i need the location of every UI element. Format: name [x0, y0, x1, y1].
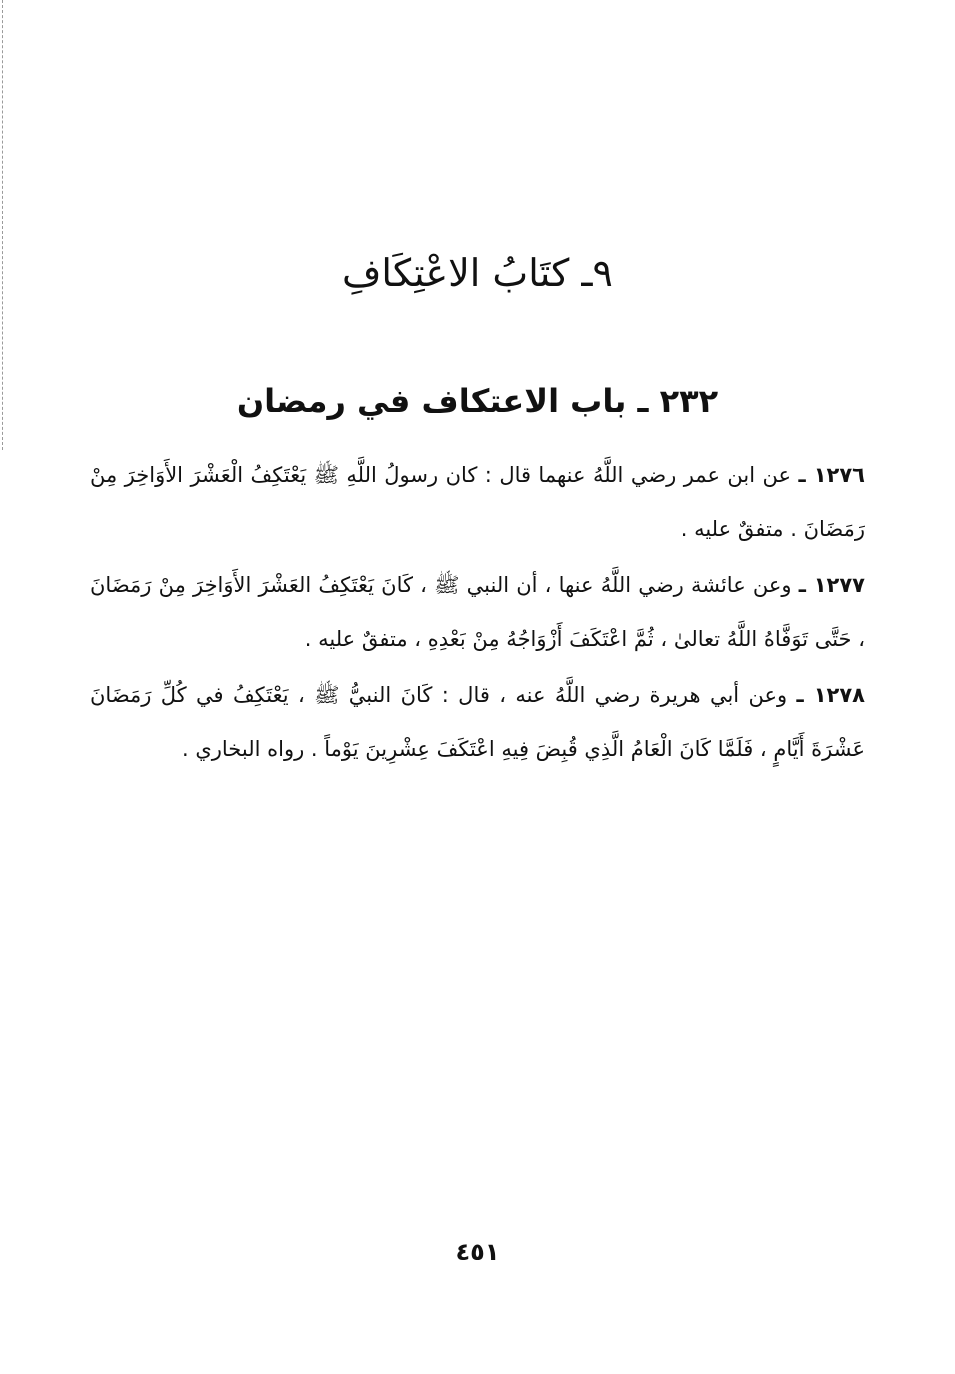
hadith-text: عن ابن عمر رضي اللَّهُ عنهما قال : كان رسولُ اللَّهِ ﷺ يَعْتَكِفُ الْعَشْرَ الأَوَاخِرَ مِنْ رَمَضَانَ . متفقٌ عليه . [90, 463, 865, 541]
hadith-number: ١٢٧٨ ـ [796, 683, 865, 707]
hadith-paragraph [90, 558, 865, 666]
hadith-number: ١٢٧٧ ـ [798, 573, 865, 597]
book-title: ٩ـ كتَابُ الاعْتِكَافِ [342, 251, 613, 296]
page-number: ٤٥١ [455, 1238, 500, 1266]
hadith-list [90, 448, 865, 778]
hadith-text: وعن أبي هريرة رضي اللَّهُ عنه ، قال : كَانَ النبيُّ ﷺ ، يَعْتَكِفُ في كُلِّ رَمَضَانَ عَشْرَةَ أَيَّامٍ ، فَلَمَّا كَانَ الْعَامُ الَّذِي قُبِضَ فِيهِ اعْتَكَفَ عِشْرِينَ يَوْماً . رواه البخاري . [90, 683, 865, 761]
hadith-number: ١٢٧٦ ـ [798, 463, 865, 487]
chapter-title: ٢٣٢ ـ باب الاعتكاف في رمضان [236, 381, 719, 420]
hadith-text: وعن عائشة رضي اللَّهُ عنها ، أن النبي ﷺ ، كَانَ يَعْتَكِفُ العَشْرَ الأَوَاخِرَ مِنْ رَمَضَانَ ، حَتَّى تَوَفَّاهُ اللَّهُ تعالىٰ ، ثُمَّ اعْتَكَفَ أَزْوَاجُهُ مِنْ بَعْدِهِ ، متفقٌ عليه . [90, 573, 865, 651]
hadith-paragraph [90, 668, 865, 776]
hadith-paragraph [90, 448, 865, 556]
